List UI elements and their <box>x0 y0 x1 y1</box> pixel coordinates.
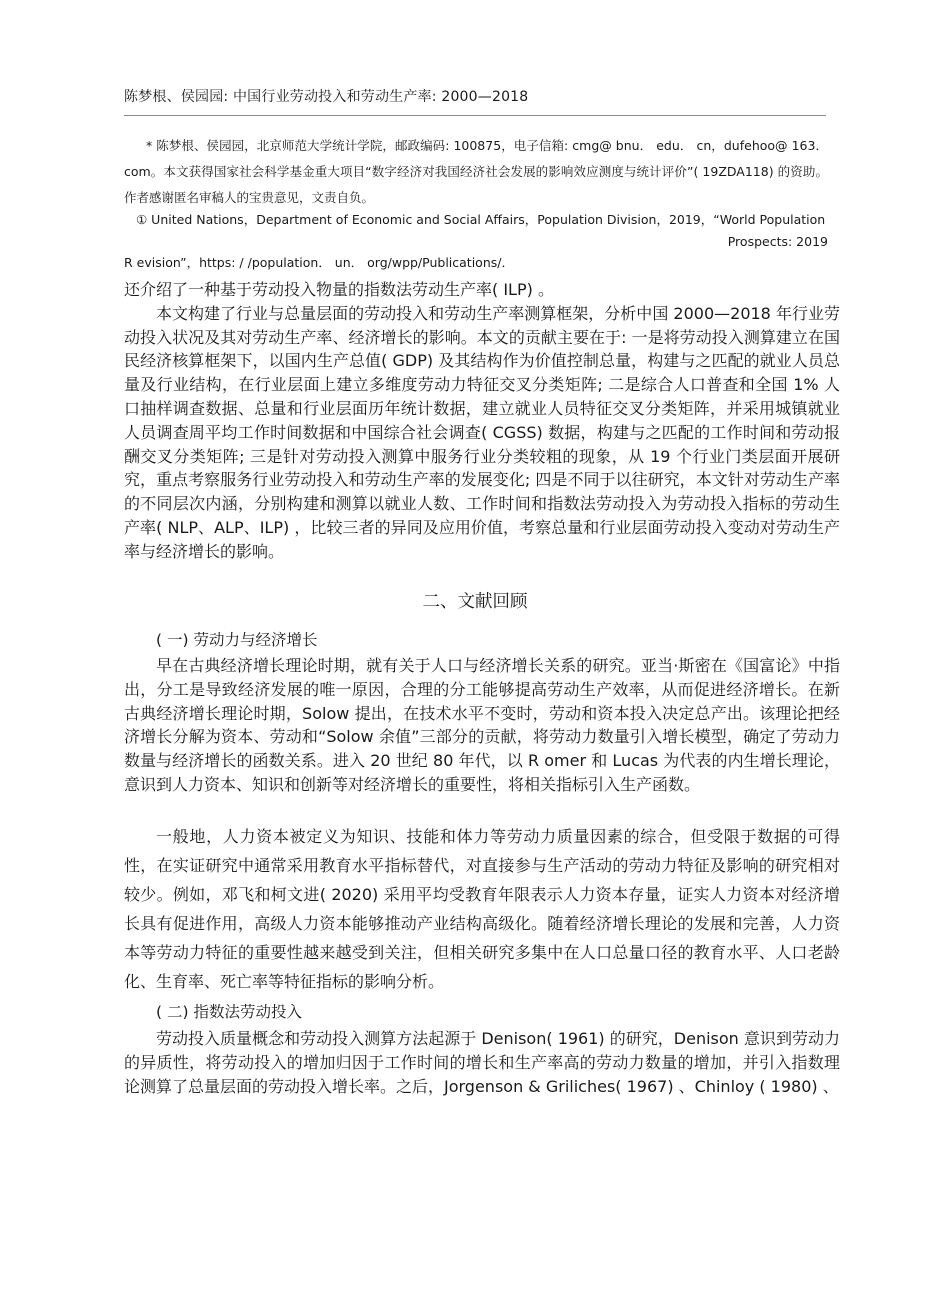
subsection-1-paragraph-2 <box>124 822 840 996</box>
intro-block <box>124 278 840 564</box>
subsection-heading-1: ( 一) 劳动力与经济增长 <box>156 631 318 649</box>
section-heading: 二、文献回顾 <box>422 592 528 612</box>
contribution-paragraph: 本文构建了行业与总量层面的劳动投入和劳动生产率测算框架，分析中国 2000—2018 年行业劳动投入状况及其对劳动生产率、经济增长的影响。本文的贡献主要在于: 一是将劳动投入测算建立在国民经济核算框架下，以国内生产总值( GDP) 及其结构作为价值控制总量，构建与之匹配的就业人员总量及行业结构，在行业层面上建立多维度劳动力特征交叉分类矩阵; 二是综合人口普查和全国 1% 人口抽样调查数据、总量和行业层面历年统计数据，建立就业人员特征交叉分类矩阵，并采用城镇就业人员调查周平均工作时间数据和中国综合社会调查( CGSS) 数据，构建与之匹配的工作时间和劳动报酬交叉分类矩阵; 三是针对劳动投入测算中服务行业分类较粗的现象，从 19 个行业门类层面开展研究，重点考察服务行业劳动投入和劳动生产率的发展变化; 四是不同于以往研究，本文针对劳动生产率的不同层次内涵，分别构建和测算以就业人数、工作时间和指数法劳动投入为劳动投入指标的劳动生产率( NLP、ALP、ILP) ，比较三者的异同及应用价值，考察总量和行业层面劳动投入变动对劳动生产率与经济增长的影响。 <box>124 303 840 561</box>
footnote-1-continuation: R evision”，https: / /population． un． org/wpp/Publications/． <box>124 255 514 270</box>
sub2-paragraph-1-text: 劳动投入质量概念和劳动投入测算方法起源于 Denison( 1961) 的研究，Denison 意识到劳动力的异质性，将劳动投入的增加归因于工作时间的增长和生产率高的劳动力数量的增加，并引入指数理论测算了总量层面的劳动投入增长率。之后，Jorgenson & Griliches( 1967) 、Chinloy ( 1980) 、 <box>124 1029 840 1096</box>
subsection-2-paragraph-1 <box>124 1027 840 1098</box>
header-divider <box>124 115 826 116</box>
footnote-1 <box>124 207 828 251</box>
sub1-paragraph-2-text: 一般地，人力资本被定义为知识、技能和体力等劳动力质量因素的综合，但受限于数据的可得性，在实证研究中通常采用教育水平指标替代，对直接参与生产活动的劳动力特征及影响的研究相对较少。例如，邓飞和柯文进( 2020) 采用平均受教育年限表示人力资本存量，证实人力资本对经济增长具有促进作用，高级人力资本能够推动产业结构高级化。随着经济增长理论的发展和完善，人力资本等劳动力特征的重要性越来越受到关注，但相关研究多集中在人口总量口径的教育水平、人口老龄化、生育率、死亡率等特征指标的影响分析。 <box>124 827 840 991</box>
footnote-1-main: ① United Nations，Department of Economic and Social Affairs，Population Division，2019，“World Population <box>136 212 826 227</box>
sub1-paragraph-1-text: 早在古典经济增长理论时期，就有关于人口与经济增长关系的研究。亚当·斯密在《国富论》中指出，分工是导致经济发展的唯一原因，合理的分工能够提高劳动生产效率，从而促进经济增长。在新古典经济增长理论时期，Solow 提出，在技术水平不变时，劳动和资本投入决定总产出。该理论把经济增长分解为资本、劳动和“Solow 余值”三部分的贡献，将劳动力数量引入增长模型，确定了劳动力数量与经济增长的函数关系。进入 20 世纪 80 年代，以 R omer 和 Lucas 为代表的内生增长理论，意识到人力资本、知识和创新等对经济增长的重要性，将相关指标引入生产函数。 <box>124 656 840 794</box>
intro-continuation: 还介绍了一种基于劳动投入物量的指数法劳动生产率( ILP) 。 <box>124 280 554 299</box>
footnote-author: * 陈梦根、侯园园，北京师范大学统计学院，邮政编码: 100875，电子信箱: cmg@ bnu． edu． cn，dufehoo@ 163． com。本文获得国家社会科学基金重大项目“数字经济对我国经济社会发展的影响效应测度与统计评价”( 19ZDA118) 的资助。作者感谢匿名审稿人的宝贵意见，文责自负。 <box>124 138 828 205</box>
subsection-heading-2: ( 二) 指数法劳动投入 <box>156 1003 302 1021</box>
running-header: 陈梦根、侯园园: 中国行业劳动投入和劳动生产率: 2000—2018 <box>124 89 529 105</box>
footnote-1-tail: Prospects: 2019 <box>727 234 828 249</box>
subsection-1-paragraph-1 <box>124 654 840 797</box>
